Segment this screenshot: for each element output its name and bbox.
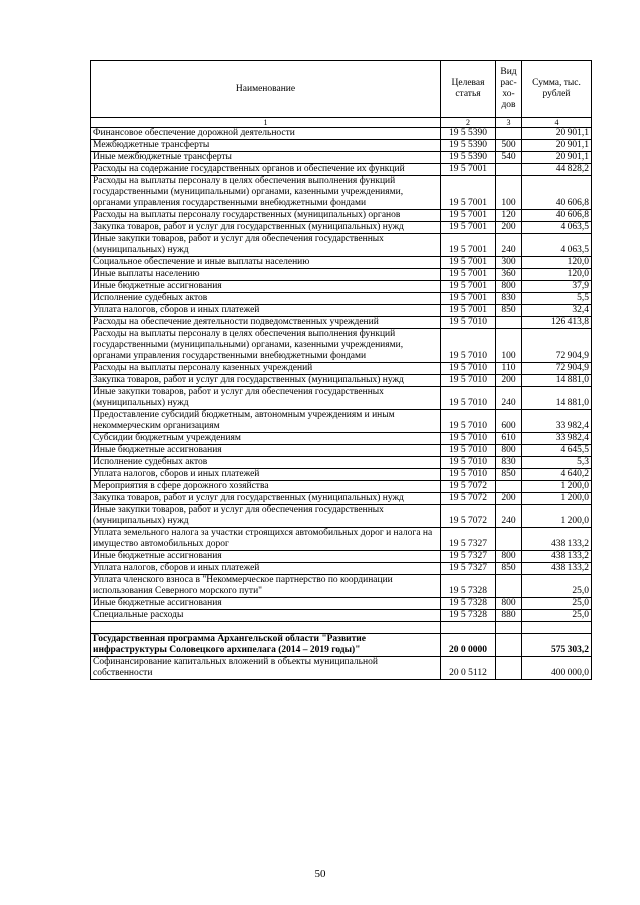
- row-expense-type: [496, 622, 522, 634]
- row-target-article: 19 5 7327: [441, 551, 496, 563]
- row-name: Иные закупки товаров, работ и услуг для обеспечения государственных (муниципальных) нужд: [91, 387, 441, 410]
- row-name: Иные бюджетные ассигнования: [91, 551, 441, 563]
- header-sum: Сумма, тыс. рублей: [522, 61, 592, 118]
- row-expense-type: 610: [496, 433, 522, 445]
- row-target-article: 19 5 7328: [441, 598, 496, 610]
- row-target-article: 19 5 7072: [441, 493, 496, 505]
- table-row: [91, 317, 592, 329]
- row-name: Государственная программа Архангельской области "Развитие инфраструктуры Соловецкого архипелага (2014 – 2019 годы)": [91, 634, 441, 657]
- table-row: [91, 222, 592, 234]
- table-row: [91, 657, 592, 680]
- row-sum: 1 200,0: [522, 505, 592, 528]
- row-target-article: 19 5 7001: [441, 305, 496, 317]
- row-sum: 4 645,5: [522, 445, 592, 457]
- row-sum: 72 904,9: [522, 363, 592, 375]
- row-sum: 5,3: [522, 457, 592, 469]
- row-target-article: 19 5 7001: [441, 269, 496, 281]
- row-name: Исполнение судебных актов: [91, 293, 441, 305]
- row-expense-type: [496, 164, 522, 176]
- row-name: Уплата налогов, сборов и иных платежей: [91, 469, 441, 481]
- row-sum: 20 901,1: [522, 128, 592, 140]
- header-col-number: 1: [91, 118, 441, 128]
- row-target-article: 19 5 7001: [441, 257, 496, 269]
- row-name: Уплата членского взноса в "Некоммерческое партнерство по координации использования Северного морского пути": [91, 575, 441, 598]
- table-row: [91, 152, 592, 164]
- table-row: [91, 269, 592, 281]
- row-target-article: 19 5 7010: [441, 433, 496, 445]
- row-sum: 4 063,5: [522, 222, 592, 234]
- row-sum: 32,4: [522, 305, 592, 317]
- row-expense-type: 600: [496, 410, 522, 433]
- row-target-article: 19 5 7001: [441, 222, 496, 234]
- row-expense-type: [496, 128, 522, 140]
- row-sum: 25,0: [522, 575, 592, 598]
- row-expense-type: 830: [496, 293, 522, 305]
- row-target-article: 19 5 7010: [441, 469, 496, 481]
- row-target-article: 19 5 7010: [441, 363, 496, 375]
- row-target-article: 20 0 0000: [441, 634, 496, 657]
- page-number: 50: [314, 868, 326, 880]
- row-expense-type: [496, 317, 522, 329]
- row-name: Специальные расходы: [91, 610, 441, 622]
- row-sum: 438 133,2: [522, 551, 592, 563]
- row-target-article: 19 5 7010: [441, 387, 496, 410]
- row-name: Финансовое обеспечение дорожной деятельности: [91, 128, 441, 140]
- row-sum: 44 828,2: [522, 164, 592, 176]
- row-expense-type: 200: [496, 493, 522, 505]
- table-row: [91, 457, 592, 469]
- row-expense-type: 240: [496, 387, 522, 410]
- row-name: Межбюджетные трансферты: [91, 140, 441, 152]
- table-row: [91, 505, 592, 528]
- row-name: Закупка товаров, работ и услуг для государственных (муниципальных) нужд: [91, 493, 441, 505]
- row-expense-type: 800: [496, 551, 522, 563]
- budget-table: [90, 60, 592, 680]
- table-row: [91, 481, 592, 493]
- row-target-article: 19 5 7328: [441, 575, 496, 598]
- table-row: [91, 375, 592, 387]
- row-sum: 40 606,8: [522, 176, 592, 210]
- row-sum: 575 303,2: [522, 634, 592, 657]
- row-sum: 1 200,0: [522, 481, 592, 493]
- row-target-article: 19 5 5390: [441, 140, 496, 152]
- row-target-article: 19 5 7010: [441, 457, 496, 469]
- row-sum: 14 881,0: [522, 387, 592, 410]
- row-expense-type: 850: [496, 469, 522, 481]
- row-sum: 4 640,2: [522, 469, 592, 481]
- table-row: [91, 140, 592, 152]
- row-name: Иные закупки товаров, работ и услуг для обеспечения государственных (муниципальных) нужд: [91, 234, 441, 257]
- row-sum: [522, 622, 592, 634]
- row-expense-type: 850: [496, 305, 522, 317]
- table-row: [91, 598, 592, 610]
- row-name: Расходы на выплаты персоналу казенных учреждений: [91, 363, 441, 375]
- row-sum: 20 901,1: [522, 140, 592, 152]
- row-name: Уплата налогов, сборов и иных платежей: [91, 305, 441, 317]
- row-expense-type: 880: [496, 610, 522, 622]
- row-target-article: 19 5 7010: [441, 317, 496, 329]
- row-target-article: 19 5 7327: [441, 563, 496, 575]
- row-target-article: 20 0 5112: [441, 657, 496, 680]
- row-expense-type: 830: [496, 457, 522, 469]
- table-row: [91, 257, 592, 269]
- table-row: [91, 410, 592, 433]
- row-name: [91, 622, 441, 634]
- row-name: Социальное обеспечение и иные выплаты населению: [91, 257, 441, 269]
- row-target-article: 19 5 7001: [441, 176, 496, 210]
- row-sum: 126 413,8: [522, 317, 592, 329]
- row-sum: 14 881,0: [522, 375, 592, 387]
- row-sum: 438 133,2: [522, 528, 592, 551]
- table-row: [91, 563, 592, 575]
- row-name: Расходы на содержание государственных органов и обеспечение их функций: [91, 164, 441, 176]
- row-target-article: 19 5 7072: [441, 481, 496, 493]
- row-expense-type: 800: [496, 598, 522, 610]
- row-sum: 40 606,8: [522, 210, 592, 222]
- row-expense-type: 360: [496, 269, 522, 281]
- table-row: [91, 387, 592, 410]
- row-sum: 120,0: [522, 257, 592, 269]
- row-sum: 1 200,0: [522, 493, 592, 505]
- row-name: Закупка товаров, работ и услуг для государственных (муниципальных) нужд: [91, 222, 441, 234]
- table-row: [91, 610, 592, 622]
- row-sum: 25,0: [522, 598, 592, 610]
- table-row: [91, 281, 592, 293]
- table-row: [91, 622, 592, 634]
- row-sum: 25,0: [522, 610, 592, 622]
- header-expense-type: Вид рас-хо-дов: [496, 61, 522, 118]
- row-expense-type: [496, 634, 522, 657]
- row-expense-type: 200: [496, 375, 522, 387]
- row-name: Субсидии бюджетным учреждениям: [91, 433, 441, 445]
- table-body: [91, 128, 592, 680]
- table-row: [91, 176, 592, 210]
- row-name: Иные выплаты населению: [91, 269, 441, 281]
- header-col-number: 3: [496, 118, 522, 128]
- table-row: [91, 634, 592, 657]
- row-target-article: 19 5 5390: [441, 128, 496, 140]
- table-row: [91, 305, 592, 317]
- row-target-article: 19 5 7010: [441, 410, 496, 433]
- table-row: [91, 433, 592, 445]
- row-sum: 400 000,0: [522, 657, 592, 680]
- row-expense-type: 300: [496, 257, 522, 269]
- header-target-article: Целевая статья: [441, 61, 496, 118]
- row-sum: 4 063,5: [522, 234, 592, 257]
- header-col-number: 4: [522, 118, 592, 128]
- row-sum: 5,5: [522, 293, 592, 305]
- row-target-article: 19 5 7010: [441, 445, 496, 457]
- row-sum: 37,9: [522, 281, 592, 293]
- row-name: Расходы на обеспечение деятельности подведомственных учреждений: [91, 317, 441, 329]
- row-name: Иные закупки товаров, работ и услуг для обеспечения государственных (муниципальных) нужд: [91, 505, 441, 528]
- table-row: [91, 575, 592, 598]
- row-target-article: 19 5 7001: [441, 281, 496, 293]
- row-name: Иные бюджетные ассигнования: [91, 281, 441, 293]
- row-name: Мероприятия в сфере дорожного хозяйства: [91, 481, 441, 493]
- row-expense-type: 500: [496, 140, 522, 152]
- table-row: [91, 551, 592, 563]
- row-expense-type: 850: [496, 563, 522, 575]
- table-row: [91, 128, 592, 140]
- row-expense-type: [496, 575, 522, 598]
- row-sum: 72 904,9: [522, 329, 592, 363]
- row-expense-type: [496, 657, 522, 680]
- row-name: Софинансирование капитальных вложений в объекты муниципальной собственности: [91, 657, 441, 680]
- row-expense-type: 100: [496, 176, 522, 210]
- row-target-article: 19 5 7010: [441, 329, 496, 363]
- table-row: [91, 445, 592, 457]
- row-target-article: 19 5 5390: [441, 152, 496, 164]
- row-sum: 120,0: [522, 269, 592, 281]
- row-target-article: 19 5 7001: [441, 210, 496, 222]
- row-target-article: 19 5 7001: [441, 164, 496, 176]
- row-expense-type: 240: [496, 234, 522, 257]
- row-expense-type: 800: [496, 445, 522, 457]
- row-expense-type: 540: [496, 152, 522, 164]
- row-name: Исполнение судебных актов: [91, 457, 441, 469]
- row-expense-type: 240: [496, 505, 522, 528]
- row-name: Иные бюджетные ассигнования: [91, 598, 441, 610]
- table-row: [91, 293, 592, 305]
- table-header: [91, 61, 592, 128]
- table-row: [91, 164, 592, 176]
- row-expense-type: 100: [496, 329, 522, 363]
- row-target-article: 19 5 7072: [441, 505, 496, 528]
- table-row: [91, 329, 592, 363]
- header-name: Наименование: [91, 61, 441, 118]
- row-target-article: 19 5 7328: [441, 610, 496, 622]
- row-target-article: 19 5 7327: [441, 528, 496, 551]
- row-expense-type: 120: [496, 210, 522, 222]
- table-row: [91, 493, 592, 505]
- table-row: [91, 528, 592, 551]
- row-target-article: 19 5 7010: [441, 375, 496, 387]
- row-expense-type: 200: [496, 222, 522, 234]
- table-row: [91, 210, 592, 222]
- row-name: Расходы на выплаты персоналу государственных (муниципальных) органов: [91, 210, 441, 222]
- row-name: Закупка товаров, работ и услуг для государственных (муниципальных) нужд: [91, 375, 441, 387]
- row-name: Расходы на выплаты персоналу в целях обеспечения выполнения функций государственными (муниципальными) органами, казенными учреждениями, органами управления государственными внебюджетными фондами: [91, 329, 441, 363]
- table-row: [91, 363, 592, 375]
- row-name: Уплата земельного налога за участки строящихся автомобильных дорог и налога на имущество автомобильных дорог: [91, 528, 441, 551]
- row-expense-type: 110: [496, 363, 522, 375]
- header-col-number: 2: [441, 118, 496, 128]
- row-name: Иные бюджетные ассигнования: [91, 445, 441, 457]
- table-row: [91, 234, 592, 257]
- row-name: Расходы на выплаты персоналу в целях обеспечения выполнения функций государственными (муниципальными) органами, казенными учреждениями, органами управления государственными внебюджетными фондами: [91, 176, 441, 210]
- row-sum: 33 982,4: [522, 410, 592, 433]
- row-name: Уплата налогов, сборов и иных платежей: [91, 563, 441, 575]
- row-expense-type: [496, 481, 522, 493]
- row-name: Иные межбюджетные трансферты: [91, 152, 441, 164]
- row-target-article: [441, 622, 496, 634]
- row-name: Предоставление субсидий бюджетным, автономным учреждениям и иным некоммерческим организациям: [91, 410, 441, 433]
- table-row: [91, 469, 592, 481]
- row-expense-type: [496, 528, 522, 551]
- row-sum: 33 982,4: [522, 433, 592, 445]
- row-sum: 438 133,2: [522, 563, 592, 575]
- row-sum: 20 901,1: [522, 152, 592, 164]
- row-expense-type: 800: [496, 281, 522, 293]
- row-target-article: 19 5 7001: [441, 293, 496, 305]
- row-target-article: 19 5 7001: [441, 234, 496, 257]
